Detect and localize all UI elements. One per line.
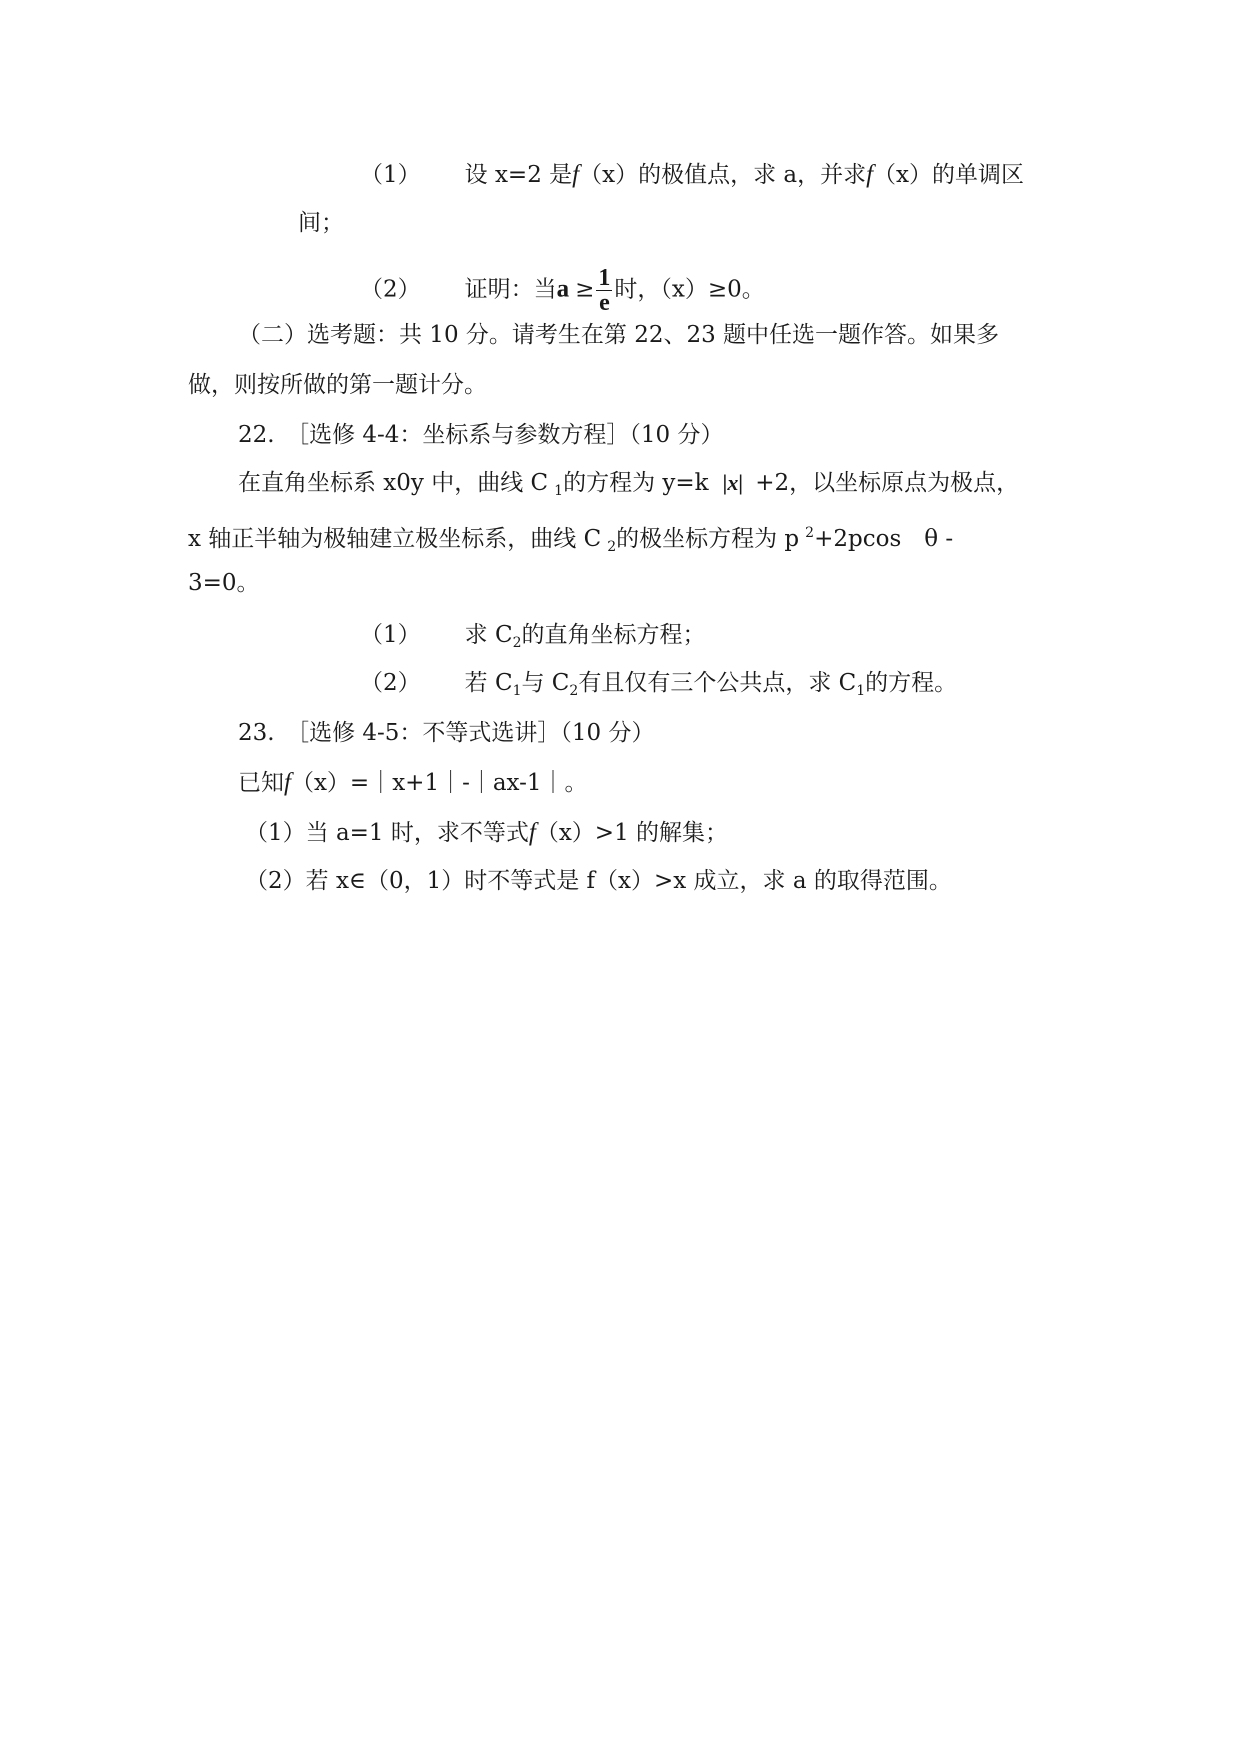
function-symbol: f bbox=[572, 161, 580, 188]
q22-part2-line: （2） 若 $C_1$与 $C_2$有且仅有三个公共点，求 $C_1$的方程。 bbox=[360, 670, 958, 699]
abs-x: |x| bbox=[722, 470, 744, 495]
function-symbol: f bbox=[866, 161, 874, 188]
q22-body-line3: 3=0。 bbox=[188, 570, 260, 596]
q22-body-line2: x 轴正半轴为极轴建立极坐标系，曲线 C $_2$的极坐标方程为 p $^2$+2pcos θ - bbox=[188, 525, 954, 555]
fraction-one-over-e: $\frac{1}{e}$ bbox=[598, 265, 611, 316]
q22-body-line1: 在直角坐标系 x0y 中，曲线 C $_1$的方程为 y=k |x| +2，以坐标原点为极点， bbox=[238, 470, 1020, 499]
section2-line2: 做，则按所做的第一题计分。 bbox=[188, 372, 487, 398]
q21-part1-continuation: 间； bbox=[298, 210, 344, 236]
q22-part1-line: （1） 求 $C_2$的直角坐标方程； bbox=[360, 622, 706, 651]
variable-a: a bbox=[556, 275, 570, 303]
ge-symbol: ≥ bbox=[575, 276, 595, 303]
part-number: （1） bbox=[360, 162, 421, 188]
part-number: （2） bbox=[360, 276, 421, 303]
function-symbol: f bbox=[528, 819, 536, 846]
q23-part2-line: （2）若 x∈（0，1）时不等式是 f（x）>x 成立，求 a 的取得范围。 bbox=[245, 868, 952, 894]
q22-title: 22. ［选修 4-4：坐标系与参数方程］（10 分） bbox=[238, 422, 724, 448]
part-number: （2） bbox=[360, 670, 421, 696]
function-symbol: f bbox=[284, 769, 291, 796]
q21-part1-line: （1） 设 x=2 是f（x）的极值点，求 a，并求f（x）的单调区 bbox=[360, 161, 1025, 188]
section2-line1: （二）选考题：共 10 分。请考生在第 22、23 题中任选一题作答。如果多 bbox=[238, 322, 1000, 348]
part-number: （1） bbox=[360, 622, 421, 648]
q21-part2-line: （2） 证明：当a ≥ $\frac{1}{e}$ 时，（x）≥0。 bbox=[360, 265, 765, 316]
q23-part1-line: （1）当 a=1 时，求不等式f（x）>1 的解集； bbox=[245, 819, 729, 846]
q23-title: 23. ［选修 4-5：不等式选讲］（10 分） bbox=[238, 720, 655, 746]
q23-given: 已知f（x）=｜x+1｜-｜ax-1｜。 bbox=[238, 769, 588, 796]
